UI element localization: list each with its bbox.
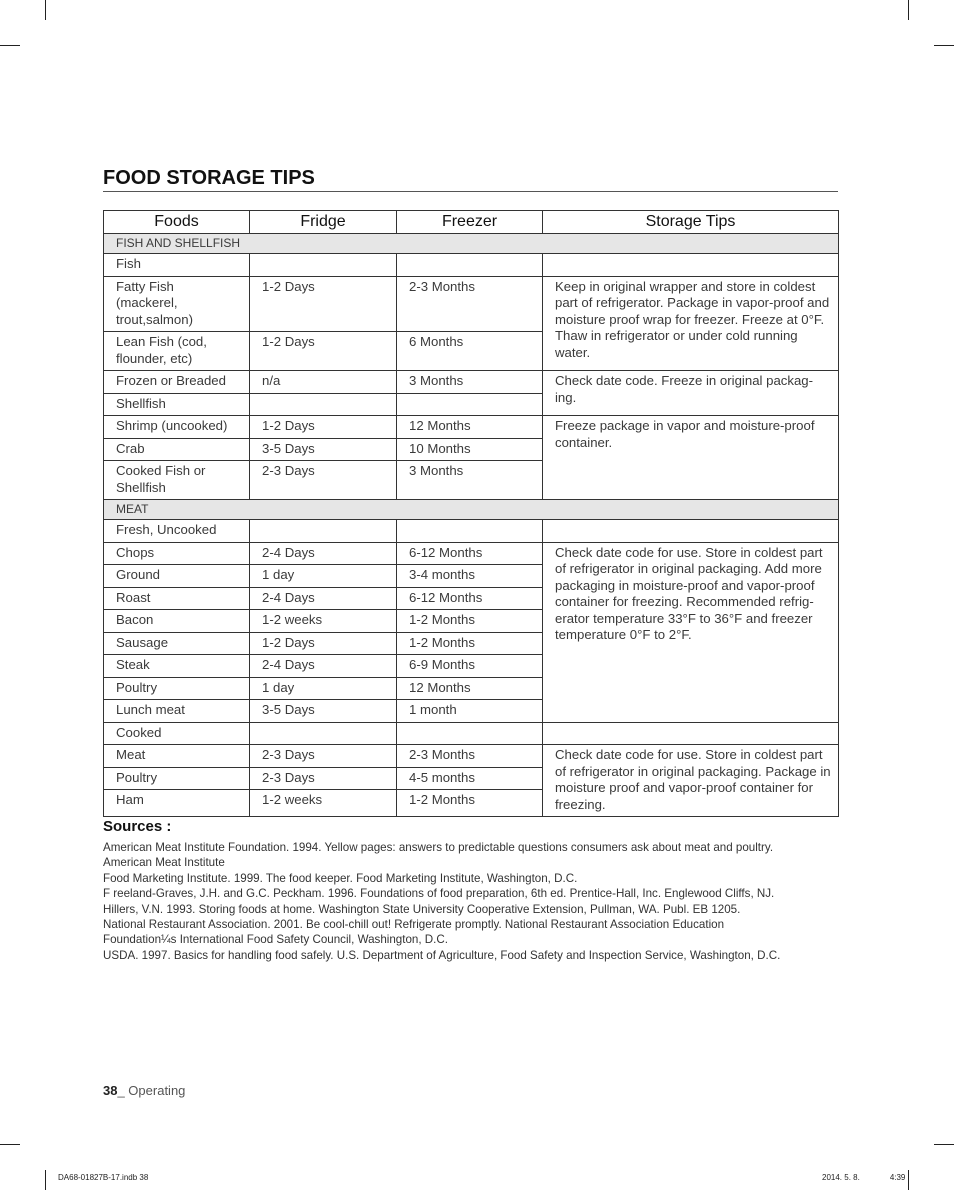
header-storage-tips: Storage Tips bbox=[543, 211, 839, 234]
page-number: 38 bbox=[103, 1083, 118, 1098]
table-row bbox=[104, 276, 839, 332]
fridge-cell: 1 day bbox=[250, 677, 397, 700]
food-cell: Sausage bbox=[104, 632, 250, 655]
freezer-cell: 6 Months bbox=[397, 332, 543, 371]
crop-mark bbox=[908, 0, 909, 20]
food-cell: Lean Fish (cod, flounder, etc) bbox=[104, 332, 250, 371]
food-cell: Ground bbox=[104, 565, 250, 588]
freezer-cell: 1 month bbox=[397, 700, 543, 723]
subcategory-label: Fresh, Uncooked bbox=[104, 520, 250, 543]
subcategory-label: Cooked bbox=[104, 722, 250, 745]
storage-tip-cell: Check date code. Freeze in original packag-ing. bbox=[543, 371, 839, 416]
header-fridge: Fridge bbox=[250, 211, 397, 234]
food-cell: Crab bbox=[104, 438, 250, 461]
subcategory-label: Shellfish bbox=[104, 393, 250, 416]
source-line: Hillers, V.N. 1993. Storing foods at home. Washington State University Cooperative Extension, Pullman, WA. Publ. EB 1205. bbox=[103, 902, 741, 916]
food-cell: Steak bbox=[104, 655, 250, 678]
food-cell: Chops bbox=[104, 542, 250, 565]
fridge-cell: 2-3 Days bbox=[250, 461, 397, 500]
storage-tip-cell: Check date code for use. Store in coldest part of refrigerator in original packaging. Package in moisture proof and vapor-proof container for freezing. bbox=[543, 745, 839, 817]
source-line: American Meat Institute Foundation. 1994. Yellow pages: answers to predictable questions consumers ask about meat and poultry. bbox=[103, 841, 774, 854]
header-foods: Foods bbox=[104, 211, 250, 234]
food-cell: Poultry bbox=[104, 677, 250, 700]
food-cell: Cooked Fish or Shellfish bbox=[104, 461, 250, 500]
page-title: FOOD STORAGE TIPS bbox=[103, 166, 838, 192]
fridge-cell: 2-4 Days bbox=[250, 587, 397, 610]
freezer-cell: 10 Months bbox=[397, 438, 543, 461]
crop-mark bbox=[45, 0, 46, 20]
storage-tip-cell: Keep in original wrapper and store in coldest part of refrigerator. Package in vapor-proof and moisture proof wrap for freezer. Freeze at 0°F. Thaw in refrigerator or under cold running water. bbox=[543, 276, 839, 371]
sources-heading: Sources : bbox=[103, 818, 172, 835]
crop-mark bbox=[908, 1170, 909, 1190]
table-row bbox=[104, 520, 839, 543]
fridge-cell: 1-2 Days bbox=[250, 416, 397, 439]
table-row bbox=[104, 254, 839, 277]
crop-mark bbox=[0, 1144, 20, 1145]
freezer-cell: 2-3 Months bbox=[397, 276, 543, 332]
fridge-cell: 1-2 weeks bbox=[250, 790, 397, 817]
fridge-cell: 3-5 Days bbox=[250, 700, 397, 723]
food-cell: Ham bbox=[104, 790, 250, 817]
crop-mark bbox=[45, 1170, 46, 1190]
sources-list bbox=[103, 840, 843, 963]
freezer-cell: 12 Months bbox=[397, 677, 543, 700]
fridge-cell: 2-3 Days bbox=[250, 767, 397, 790]
food-cell: Bacon bbox=[104, 610, 250, 633]
page-footer bbox=[103, 1083, 185, 1098]
print-slug-file: DA68-01827B-17.indb 38 bbox=[58, 1173, 149, 1182]
storage-tip-cell: Check date code for use. Store in coldest part of refrigerator in original packaging. Add more packaging in moisture-proof and vapor-proof container for freezing. Recommended refrig-erator temperature 33°F to 36°F and freezer temperature 0°F to 2°F. bbox=[543, 542, 839, 722]
food-cell: Shrimp (uncooked) bbox=[104, 416, 250, 439]
fridge-cell: 2-4 Days bbox=[250, 542, 397, 565]
table-row bbox=[104, 542, 839, 565]
food-cell: Fatty Fish (mackerel, trout,salmon) bbox=[104, 276, 250, 332]
food-cell: Roast bbox=[104, 587, 250, 610]
print-slug-date: 2014. 5. 8. bbox=[822, 1173, 860, 1182]
freezer-cell: 6-12 Months bbox=[397, 542, 543, 565]
table-row bbox=[104, 722, 839, 745]
food-cell: Meat bbox=[104, 745, 250, 768]
freezer-cell: 3 Months bbox=[397, 371, 543, 394]
print-slug-time: 4:39 bbox=[889, 1173, 906, 1182]
source-line: F reeland-Graves, J.H. and G.C. Peckham. 1996. Foundations of food preparation, 6th ed. Prentice-Hall, Inc. Englewood Cliffs, NJ. bbox=[103, 887, 775, 901]
freezer-cell: 2-3 Months bbox=[397, 745, 543, 768]
freezer-cell: 12 Months bbox=[397, 416, 543, 439]
source-line: Foundation¼s International Food Safety Council, Washington, D.C. bbox=[103, 933, 448, 947]
food-cell: Lunch meat bbox=[104, 700, 250, 723]
crop-mark bbox=[934, 45, 954, 46]
source-line: Food Marketing Institute. 1999. The food keeper. Food Marketing Institute, Washington, D.C. bbox=[103, 871, 578, 885]
category-row-fish bbox=[104, 234, 839, 254]
source-line: National Restaurant Association. 2001. Be cool-chill out! Refrigerate promptly. National Restaurant Association Education bbox=[103, 918, 725, 932]
freezer-cell: 1-2 Months bbox=[397, 632, 543, 655]
freezer-cell: 1-2 Months bbox=[397, 610, 543, 633]
fridge-cell: 2-3 Days bbox=[250, 745, 397, 768]
fridge-cell: 1-2 Days bbox=[250, 632, 397, 655]
freezer-cell: 3-4 months bbox=[397, 565, 543, 588]
section-name: _ Operating bbox=[117, 1083, 186, 1098]
fridge-cell: 1-2 weeks bbox=[250, 610, 397, 633]
table-row bbox=[104, 745, 839, 768]
category-label: MEAT bbox=[104, 500, 839, 520]
freezer-cell: 1-2 Months bbox=[397, 790, 543, 817]
storage-tip-cell: Freeze package in vapor and moisture-proof container. bbox=[543, 416, 839, 500]
fridge-cell: 1 day bbox=[250, 565, 397, 588]
freezer-cell: 6-12 Months bbox=[397, 587, 543, 610]
freezer-cell: 6-9 Months bbox=[397, 655, 543, 678]
food-cell: Poultry bbox=[104, 767, 250, 790]
fridge-cell: 1-2 Days bbox=[250, 332, 397, 371]
source-line: USDA. 1997. Basics for handling food safely. U.S. Department of Agriculture, Food Safety and Inspection Service, Washington, D.C. bbox=[103, 948, 781, 962]
category-label: FISH AND SHELLFISH bbox=[104, 234, 839, 254]
fridge-cell: 3-5 Days bbox=[250, 438, 397, 461]
print-slug-datetime bbox=[822, 1173, 905, 1182]
table-header-row bbox=[104, 211, 839, 234]
freezer-cell: 4-5 months bbox=[397, 767, 543, 790]
source-line: American Meat Institute bbox=[103, 856, 225, 870]
header-freezer: Freezer bbox=[397, 211, 543, 234]
fridge-cell: n/a bbox=[250, 371, 397, 394]
fridge-cell: 1-2 Days bbox=[250, 276, 397, 332]
freezer-cell: 3 Months bbox=[397, 461, 543, 500]
crop-mark bbox=[0, 45, 20, 46]
food-cell: Frozen or Breaded bbox=[104, 371, 250, 394]
subcategory-label: Fish bbox=[104, 254, 250, 277]
fridge-cell: 2-4 Days bbox=[250, 655, 397, 678]
category-row-meat bbox=[104, 500, 839, 520]
crop-mark bbox=[934, 1144, 954, 1145]
table-row bbox=[104, 371, 839, 394]
table-row bbox=[104, 416, 839, 439]
food-storage-table bbox=[103, 210, 839, 817]
